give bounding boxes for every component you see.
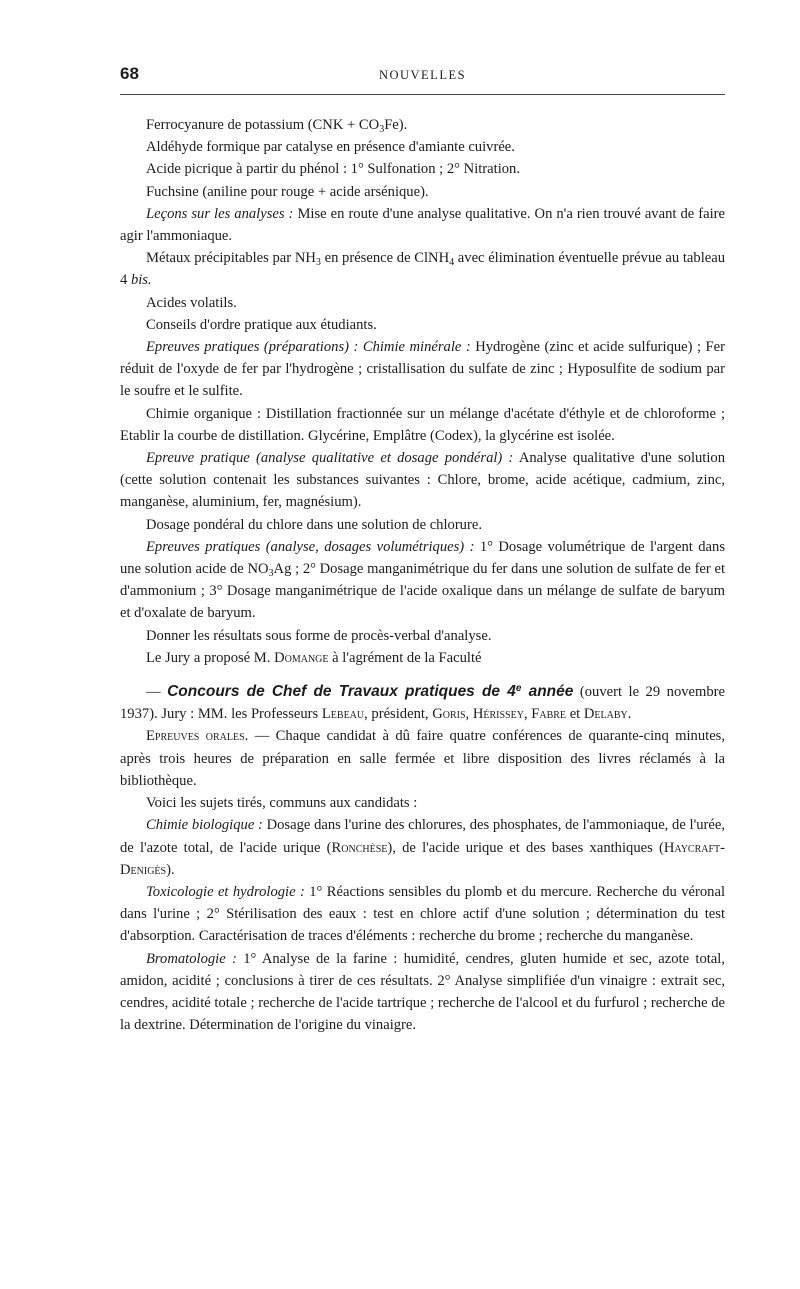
paragraph-chimie-organique: Chimie organique : Distillation fractionnée sur un mélange d'acétate d'éthyle et de chloroforme ; Etablir la courbe de distillation. Glycérine, Emplâtre (Codex), la glycérine est isolée. (120, 405, 725, 444)
paragraph-sujets-tires: Voici les sujets tirés, communs aux candidats : (146, 795, 418, 812)
body-text (120, 114, 725, 1036)
paragraph-chimie-biologique: Chimie biologique : Dosage dans l'urine des chlorures, des phosphates, de l'ammoniaque, de l'urée, de l'azote total, de l'acide urique (Ronchèse), de l'acide urique et des bases xanthiques (Haycraft-Denigès). (120, 817, 726, 878)
paragraph-epreuve-analyse-qualitative: Epreuve pratique (analyse qualitative et dosage pondéral) : Analyse qualitative d'une solution (cette solution contenait les substances suivantes : Chlore, brome, acide acétique, cadmium, zinc, manganèse, aluminium, fer, magnésium). (120, 450, 726, 511)
paragraph-dosage-chlore: Dosage pondéral du chlore dans une solution de chlorure. (146, 516, 482, 533)
paragraph-lecons-analyses: Leçons sur les analyses : Mise en route d'une analyse qualitative. On n'a rien trouvé avant de faire agir l'ammoniaque. (120, 205, 725, 245)
paragraph-acide-picrique: Acide picrique à partir du phénol : 1° Sulfonation ; 2° Nitration. (146, 161, 521, 178)
paragraph-acides-volatils: Acides volatils. (146, 294, 237, 311)
paragraph-proces-verbal: Donner les résultats sous forme de procès-verbal d'analyse. (146, 627, 492, 644)
paragraph-dosages-volumetriques: Epreuves pratiques (analyse, dosages volumétriques) : 1° Dosage volumétrique de l'argent dans une solution acide de $NO_3Ag$ ; 2° Dosage manganimétrique du fer dans une solution de sulfate de fer et d'ammonium ; 3° Dosage manganimétrique de l'acide oxalique dans un mélange de sulfate de baryum et d'oxalate de baryum. (120, 538, 725, 622)
paragraph-epreuves-orales: Epreuves orales. — Chaque candidat à dû faire quatre conférences de quarante-cinq minutes, après trois heures de préparation en salle fermée et libre disposition des livres réclamés à la bibliothèque. (120, 728, 725, 789)
section-heading: Concours de Chef de Travaux pratiques de 4e année (167, 683, 574, 701)
paragraph-concours-chef-travaux: — Concours de Chef de Travaux pratiques de 4e année (ouvert le 29 novembre 1937). Jury : MM. les Professeurs Lebeau, président, Goris, Hérissey, Fabre et Delaby. (120, 683, 726, 723)
page-header (120, 64, 725, 94)
paragraph-jury-domange: Le Jury a proposé M. Domange à l'agrément de la Faculté (146, 649, 482, 666)
paragraph-epreuves-preparations: Epreuves pratiques (préparations) : Chimie minérale : Hydrogène (zinc et acide sulfurique) ; Fer réduit de l'oxyde de fer par l'hydrogène ; cristallisation du sulfate de zinc ; Hyposulfite de sodium par le soufre et le sulfite. (120, 339, 725, 400)
paragraph-metaux: Métaux précipitables par $NH_3$ en présence de ClNH$_4$ avec élimination éventuelle prévue au tableau 4 bis. (120, 250, 725, 289)
paragraph-conseils: Conseils d'ordre pratique aux étudiants. (146, 316, 377, 333)
running-title: NOUVELLES (378, 68, 467, 82)
header-rule (120, 94, 725, 95)
paragraph-ferrocyanure: Ferrocyanure de potassium $(CNK + CO_3Fe)$. (146, 117, 408, 135)
paragraph-aldehyde: Aldéhyde formique par catalyse en présence d'amiante cuivrée. (146, 139, 515, 156)
page-number: 68 (120, 64, 139, 83)
paragraph-bromatologie: Bromatologie : 1° Analyse de la farine : humidité, cendres, gluten humide et sec, azote total, amidon, acidité ; conclusions à tirer de ces résultats. 2° Analyse simplifiée d'un vinaigre : extrait sec, cendres, acidité totale ; recherche de l'acide tartrique ; recherche de l'alcool et du furfurol ; recherche de la dextrine. Détermination de l'origine du vinaigre. (120, 950, 725, 1034)
paragraph-fuchsine: Fuchsine (aniline pour rouge + acide arsénique). (146, 183, 429, 200)
paragraph-toxicologie: Toxicologie et hydrologie : 1° Réactions sensibles du plomb et du mercure. Recherche du véronal dans l'urine ; 2° Stérilisation des eaux : test en chlore actif d'une solution ; détermination du test d'absorption. Caractérisation de traces d'éléments : recherche du brome ; recherche du manganèse. (120, 883, 725, 945)
